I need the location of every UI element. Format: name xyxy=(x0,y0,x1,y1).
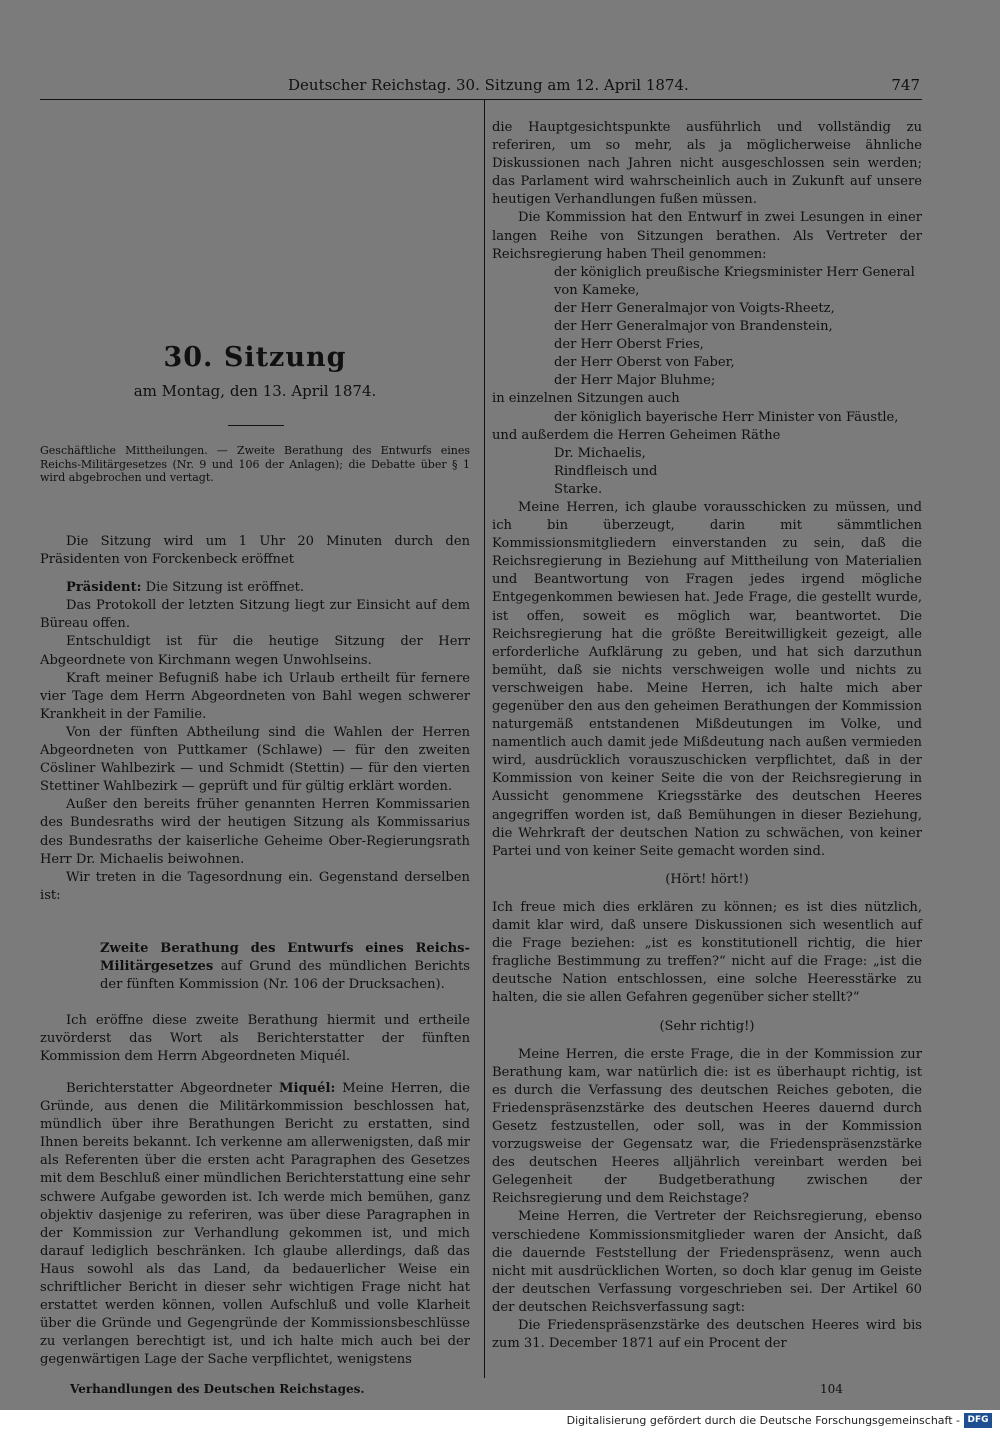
column-divider xyxy=(484,100,485,1378)
paragraph: Berichterstatter Abgeordneter Miquél: Meine Herren, die Gründe, aus denen die Militärkommission beschlossen hat, mündlich über ihre Berathungen Bericht zu erstatten, sind Ihnen bereits bekannt. Ich verkenne am allerwenigsten, daß mir als Referenten über die ersten acht Paragraphen des Gesetzes mit dem Beschluß einer mündlichen Berichterstattung eine sehr schwere Aufgabe geworden ist. Ich werde mich bemühen, ganz objektiv dasjenige zu referiren, was über diese Paragraphen in der Kommission zur Verhandlung gekommen ist, und mich darauf lediglich beschränken. Ich glaube allerdings, daß das Haus sowohl als das Land, da bedauerlicher Weise ein schriftlicher Bericht in dieser sehr wichtigen Frage nicht hat erstattet werden können, vollen Aufschluß und volle Klarheit über die Gründe und Gegengründe der Kommissionsbeschlüsse zu verlangen berechtigt ist, und ich halte mich auch bei der gegenwärtigen Lage der Sache verpflichtet, wenigstens xyxy=(40,1081,470,1368)
list-item: Dr. Michaelis, xyxy=(554,445,646,461)
list-item: der Herr Oberst Fries, xyxy=(554,337,704,353)
paragraph: Die Friedenspräsenzstärke des deutschen Heeres wird bis zum 31. December 1871 auf ein Procent der xyxy=(492,1318,922,1352)
paragraph: Wir treten in die Tagesordnung ein. Gegenstand derselben ist: xyxy=(40,869,470,903)
list-item: der königlich bayerische Herr Minister von Fäustle, xyxy=(554,409,899,425)
paragraph: Ich freue mich dies erklären zu können; es ist dies nützlich, damit klar wird, daß unsere Diskussionen sich wesentlich auf die Frage beziehen: „ist es konstitutionell richtig, die hier fragliche Bestimmung zu treffen?“ nicht auf die Frage: „ist die deutsche Nation entschlossen, eine solche Heeresstärke zu halten, die sie allen Gefahren gegenüber sicher stellt?“ xyxy=(492,899,922,1006)
header-rule xyxy=(40,99,922,100)
interjection: (Hört! hört!) xyxy=(665,871,749,887)
paragraph: Präsident: Die Sitzung ist eröffnet. xyxy=(66,580,305,596)
list-item: der Herr Generalmajor von Voigts-Rheetz, xyxy=(554,300,835,316)
paragraph: in einzelnen Sitzungen auch xyxy=(492,391,680,407)
paragraph: Kraft meiner Befugniß habe ich Urlaub ertheilt für fernere vier Tage dem Herrn Abgeordneten von Bahl wegen schwerer Krankheit in der Familie. xyxy=(40,670,470,722)
speaker-name: Miquél: xyxy=(279,1081,336,1096)
left-column-opening-debate xyxy=(40,1012,470,1066)
dfg-credit: Digitalisierung gefördert durch die Deutsche Forschungsgemeinschaft - xyxy=(566,1414,960,1427)
dfg-banner xyxy=(0,1410,1000,1432)
paragraph: die Hauptgesichtspunkte ausführlich und vollständig zu referiren, um so mehr, als ja möglicherweise ähnliche Diskussionen nach Jahren nicht ausgeschlossen sein werden; das Parlament wird wahrscheinlich auch in Zukunft auf unsere heutigen Verhandlungen fußen müssen. xyxy=(492,120,922,208)
paragraph: Meine Herren, die Vertreter der Reichsregierung, ebenso verschiedene Kommissionsmitglieder waren der Ansicht, daß die dauernde Feststellung der Friedenspräsenz, wenn auch nicht mit ausdrücklichen Worten, so doch klar genug im Geiste der deutschen Verfassung vorgeschrieben sei. Der Artikel 60 der deutschen Reichsverfassung sagt: xyxy=(492,1209,922,1315)
signature-number: 104 xyxy=(820,1382,843,1396)
paragraph: Ich eröffne diese zweite Berathung hiermit und ertheile zuvörderst das Wort als Berichterstatter der fünften Kommission dem Herrn Abgeordneten Miquél. xyxy=(40,1013,470,1065)
footer-title: Verhandlungen des Deutschen Reichstages. xyxy=(70,1382,365,1396)
list-item: der königlich preußische Kriegsminister Herr General von Kameke, xyxy=(554,264,915,298)
agenda-item xyxy=(40,940,470,994)
page-number: 747 xyxy=(891,76,920,94)
paragraph: und außerdem die Herren Geheimen Räthe xyxy=(492,427,781,443)
agenda-text: Zweite Berathung des Entwurfs eines Reichs-Militärgesetzes auf Grund des mündlichen Berichts der fünften Kommission (Nr. 106 der Drucksachen). xyxy=(100,941,470,993)
representatives-list xyxy=(492,445,922,499)
paragraph: Meine Herren, ich glaube vorausschicken zu müssen, und ich bin überzeugt, darin mit sämmtlichen Kommissionsmitgliedern einverstanden zu sein, daß die Reichsregierung in Beziehung auf Mittheilung von Materialien und Beantwortung von Fragen jedes irgend mögliche Entgegenkommen bewiesen hat. Jede Frage, die gestellt wurde, ist offen, soweit es möglich war, beantwortet. Die Reichsregierung hat die größte Bereitwilligkeit gezeigt, alle erforderliche Aufklärung zu geben, und hat sich darzuthun bemüht, daß sie nichts verschweigen wolle und nichts zu verschweigen habe. Meine Herren, ich halte mich aber gegenüber den aus den geheimen Berathungen der Kommission naturgemäß entstandenen Mißdeutungen im Volke, und namentlich auch damit jede Mißdeutung nach außen vermieden wird, ausdrücklich vorauszuschicken verpflichtet, daß in der Kommission von keiner Seite die von der Reichsregierung in Aussicht genommene Kriegsstärke des deutschen Heeres angegriffen worden ist, daß Bemühungen in dieser Beziehung, die Wehrkraft der deutschen Nation zu schwächen, von keiner Partei und von keiner Seite gemacht worden sind. xyxy=(492,499,922,859)
title-rule xyxy=(228,425,284,426)
session-date: am Montag, den 13. April 1874. xyxy=(133,382,377,400)
representatives-list xyxy=(492,264,922,391)
paragraph: Von der fünften Abtheilung sind die Wahlen der Herren Abgeordneten von Puttkamer (Schlawe) — für den zweiten Cösliner Wahlbezirk — und Schmidt (Stettin) — für den vierten Stettiner Wahlbezirk — geprüft und für gültig erklärt worden. xyxy=(40,724,470,795)
running-header xyxy=(40,76,920,98)
paragraph: Die Kommission hat den Entwurf in zwei Lesungen in einer langen Reihe von Sitzungen berathen. Als Vertreter der Reichsregierung haben Theil genommen: xyxy=(492,210,922,262)
paragraph: Die Sitzung wird um 1 Uhr 20 Minuten durch den Präsidenten von Forckenbeck eröffnet xyxy=(40,534,470,568)
list-item: der Herr Major Bluhme; xyxy=(554,373,716,389)
session-summary: Geschäftliche Mittheilungen. — Zweite Berathung des Entwurfs eines Reichs-Militärgesetzes (Nr. 9 und 106 der Anlagen); die Debatte über § 1 wird abgebrochen und vertagt. xyxy=(40,444,470,484)
left-column-speech xyxy=(40,1080,470,1370)
representatives-list xyxy=(492,409,922,427)
paragraph: Außer den bereits früher genannten Herren Kommissarien des Bundesraths wird der heutigen Sitzung als Kommissarius des Bundesraths der kaiserliche Geheime Ober-Regierungsrath Herr Dr. Michaelis beiwohnen. xyxy=(40,797,470,867)
paragraph: Das Protokoll der letzten Sitzung liegt zur Einsicht auf dem Büreau offen. xyxy=(40,598,470,632)
list-item: der Herr Oberst von Faber, xyxy=(554,355,735,371)
list-item: Starke. xyxy=(554,481,603,497)
header-title: Deutscher Reichstag. 30. Sitzung am 12. April 1874. xyxy=(288,76,689,94)
list-item: der Herr Generalmajor von Brandenstein, xyxy=(554,319,833,335)
right-column xyxy=(492,119,922,1353)
dfg-logo[interactable]: DFG xyxy=(964,1413,992,1428)
session-title: 30. Sitzung xyxy=(163,342,347,373)
left-column-opening xyxy=(40,533,470,905)
list-item: Rindfleisch und xyxy=(554,463,658,479)
interjection: (Sehr richtig!) xyxy=(659,1018,755,1034)
speaker-label: Präsident: xyxy=(66,580,142,596)
paragraph: Entschuldigt ist für die heutige Sitzung der Herr Abgeordnete von Kirchmann wegen Unwohlseins. xyxy=(40,634,470,668)
paragraph: Meine Herren, die erste Frage, die in der Kommission zur Berathung kam, war natürlich die: ist es überhaupt richtig, ist es durch die Verfassung des deutschen Reiches geboten, die Friedenspräsenzstärke des deutschen Heeres dauernd durch Gesetz festzustellen, oder soll, was in der Kommission vorzugsweise der Gegensatz war, die Friedenspräsenzstärke des deutschen Heeres alljährlich vereinbart werden bei Gelegenheit der Budgetberathung zwischen der Reichsregierung und dem Reichstage? xyxy=(492,1046,922,1207)
